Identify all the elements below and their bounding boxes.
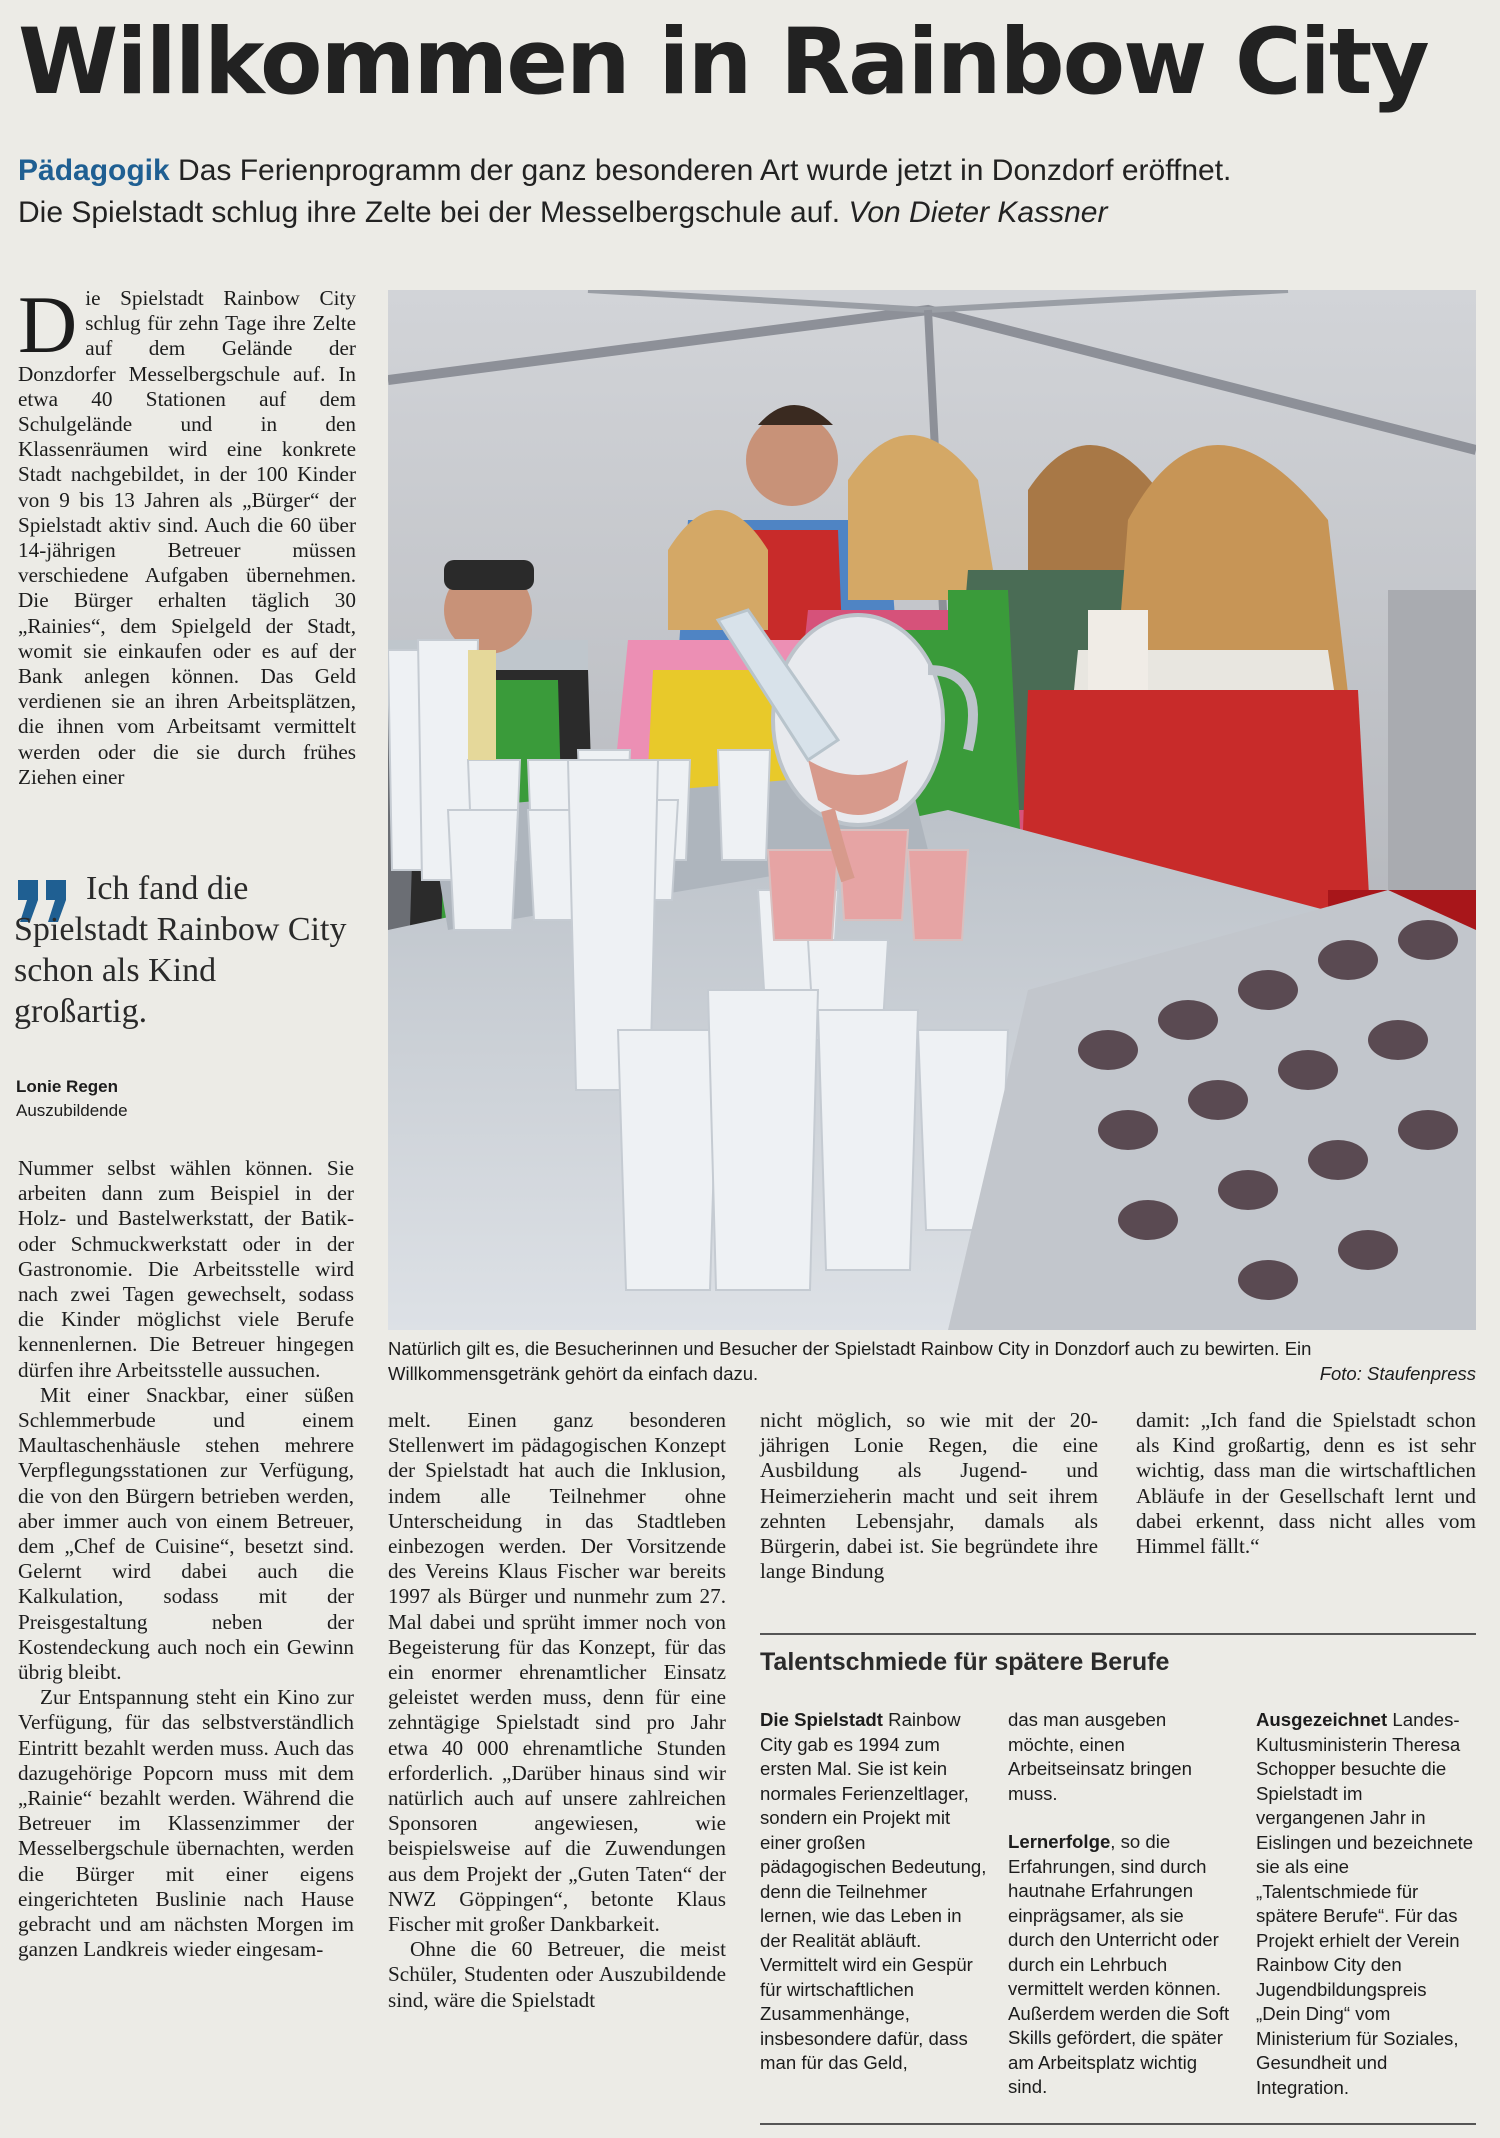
infobox-lead: Die Spielstadt — [760, 1709, 883, 1730]
article-column-2 — [388, 1408, 726, 2013]
infobox-top-rule — [760, 1633, 1476, 1635]
infobox-lead: Lernerfolge — [1008, 1831, 1111, 1852]
subheadline — [18, 150, 1488, 234]
paragraph: damit: „Ich fand die Spielstadt schon als Kind großartig, denn es ist sehr wichtig, dass man die wirtschaftlichen Abläufe in der Gesellschaft lernt und dabei erkennt, dass nicht alles vom Himmel fällt.“ — [1136, 1408, 1476, 1559]
pull-quote — [14, 868, 354, 1032]
article-column-1-top — [18, 279, 356, 790]
subhead-line1: Das Ferienprogramm der ganz besonderen Art wurde jetzt in Donzdorf eröffnet. — [178, 154, 1232, 187]
paragraph: Mit einer Snackbar, einer süßen Schlemmerbude und einem Maultaschenhäusle stehen mehrere Verpflegungsstationen zur Verfügung, die von den Bürgern betrieben werden, aber immer auch von einem Betreuer, dem „Chef de Cuisine“, besetzt sind. Gelernt wird dabei auch die Kalkulation, sodass mit der Preisgestaltung neben der Kostendeckung auch noch ein Gewinn übrig bleibt. — [18, 1382, 354, 1685]
paragraph: melt. Einen ganz besonderen Stellenwert im pädagogischen Konzept der Spielstadt hat auch die Inklusion, indem alle Teilnehmer ohne Unterscheidung in das Stadtleben einbezogen werden. Der Vorsitzende des Vereins Klaus Fischer war bereits 1997 als Bürger und nunmehr zum 27. Mal dabei und sprüht immer noch von Begeisterung für das Konzept, für das ein enormer ehrenamtlicher Einsatz geleistet werden muss, denn für eine zehntägige Spielstadt sind pro Jahr etwa 40 000 ehrenamtliche Stunden erforderlich. „Darüber hinaus sind wir natürlich auch auf unsere zahlreichen Sponsoren angewiesen, wie beispielsweise auf die Zuwendungen aus dem Projekt der „Guten Taten“ der NWZ Göppingen“, betonte Klaus Fischer mit großer Dankbarkeit. — [388, 1408, 726, 1937]
pull-quote-text: Ich fand die Spielstadt Rainbow City schon als Kind großartig. — [14, 870, 347, 1030]
article-lead-text: ie Spielstadt Rainbow City schlug für zehn Tage ihre Zelte auf dem Gelände der Donzdorfer Messelbergschule auf. In etwa 40 Stationen auf dem Schulgelände und in den Klassenräumen wird eine konkrete Stadt nachgebildet, in der 100 Kinder von 9 bis 13 Jahren als „Bürger“ der Spielstadt aktiv sind. Auch die 60 über 14-jährigen Betreuer müssen verschiedene Aufgaben übernehmen. Die Bürger erhalten täglich 30 „Rainies“, dem Spielgeld der Stadt, womit sie einkaufen oder es auf der Bank anlegen können. Das Geld verdienen sie an ihren Arbeitsplätzen, die ihnen vom Arbeitsamt vermittelt werden oder die sie durch frühes Ziehen einer — [18, 286, 356, 789]
paragraph: Nummer selbst wählen können. Sie arbeiten dann zum Beispiel in der Holz- und Bastelwerkstatt, der Batik- oder Schmuckwerkstatt oder in der Gastronomie. Die Arbeitsstelle wird nach zwei Tagen gewechselt, sodass die Kinder möglichst viele Berufe kennenlernen. Die Betreuer hingegen dürfen ihre Arbeitsstelle aussuchen. — [18, 1156, 354, 1382]
infobox-bottom-rule — [760, 2123, 1476, 2125]
infobox-column-1 — [760, 1708, 988, 2076]
quote-author: Lonie Regen — [16, 1077, 119, 1096]
author-byline: Von Dieter Kassner — [848, 196, 1108, 229]
article-column-4 — [1136, 1408, 1476, 1559]
infobox-text: Landes-Kultusministerin Theresa Schopper besuchte die Spielstadt im vergangenen Jahr in Eislingen und bezeichnete sie als eine „Talentschmiede für spätere Berufe“. Für das Projekt erhielt der Verein Rainbow City den Jugendbildungspreis „Dein Ding“ vom Ministerium für Soziales, Gesundheit und Integration. — [1256, 1709, 1474, 2098]
headline: Willkommen in Rainbow City — [18, 10, 1428, 115]
article-column-1-bottom — [18, 1156, 354, 1963]
drop-cap: D — [18, 279, 78, 370]
paragraph: Zur Entspannung steht ein Kino zur Verfügung, für das selbstverständlich Eintritt bezahlt werden muss. Auch das dazugehörige Popcorn muss mit dem „Rainie“ bezahlt werden. Während die Betreuer im Klassenzimmer der Messelbergschule übernachten, werden die Bürger mit einer eigens eingerichteten Buslinie nach Hause gebracht und am nächsten Morgen im ganzen Landkreis wieder eingesam- — [18, 1685, 354, 1962]
infobox-text: Rainbow City gab es 1994 zum ersten Mal. Sie ist kein normales Ferienzeltlager, sondern ein Projekt mit einer großen pädagogischen Bedeutung, denn die Teilnehmer lernen, wie das Leben in der Realität abläuft. Vermittelt wird ein Gespür für wirtschaftlichen Zusammenhänge, insbesondere dafür, dass man für das Geld, — [760, 1709, 987, 2073]
infobox-column-2 — [1008, 1708, 1234, 2100]
section-kicker: Pädagogik — [18, 154, 170, 187]
infobox-text: , so die Erfahrungen, sind durch hautnahe Erfahrungen einprägsamer, als sie durch den Unterricht oder durch ein Lehrbuch vermittelt werden können. Außerdem werden die Soft Skills gefördert, die später am Arbeitsplatz wichtig sind. — [1008, 1831, 1230, 2097]
infobox-title: Talentschmiede für spätere Berufe — [760, 1648, 1170, 1676]
photo-credit: Foto: Staufenpress — [1319, 1363, 1476, 1384]
infobox-lead: Ausgezeichnet — [1256, 1709, 1388, 1730]
article-photo — [388, 290, 1476, 1330]
paragraph: nicht möglich, so wie mit der 20-jährigen Lonie Regen, die eine Ausbildung als Jugend- und Heimerzieherin macht und seit ihrem zehnten Lebensjahr, damals als Bürgerin, dabei ist. Sie begründete ihre lange Bindung — [760, 1408, 1098, 1584]
article-column-3 — [760, 1408, 1098, 1584]
subhead-line2: Die Spielstadt schlug ihre Zelte bei der Messelbergschule auf. — [18, 196, 841, 229]
infobox-text: das man ausgeben möchte, einen Arbeitseinsatz bringen muss. — [1008, 1709, 1192, 1804]
photo-caption-text: Natürlich gilt es, die Besucherinnen und Besucher der Spielstadt Rainbow City in Donzdorf auch zu bewirten. Ein Willkommensgetränk gehört da einfach dazu. — [388, 1338, 1312, 1384]
quote-author-role: Auszubildende — [16, 1101, 128, 1120]
paragraph: Ohne die 60 Betreuer, die meist Schüler, Studenten oder Auszubildende sind, wäre die Spielstadt — [388, 1937, 726, 2012]
photo-caption — [388, 1336, 1476, 1386]
infobox-column-3 — [1256, 1708, 1476, 2100]
